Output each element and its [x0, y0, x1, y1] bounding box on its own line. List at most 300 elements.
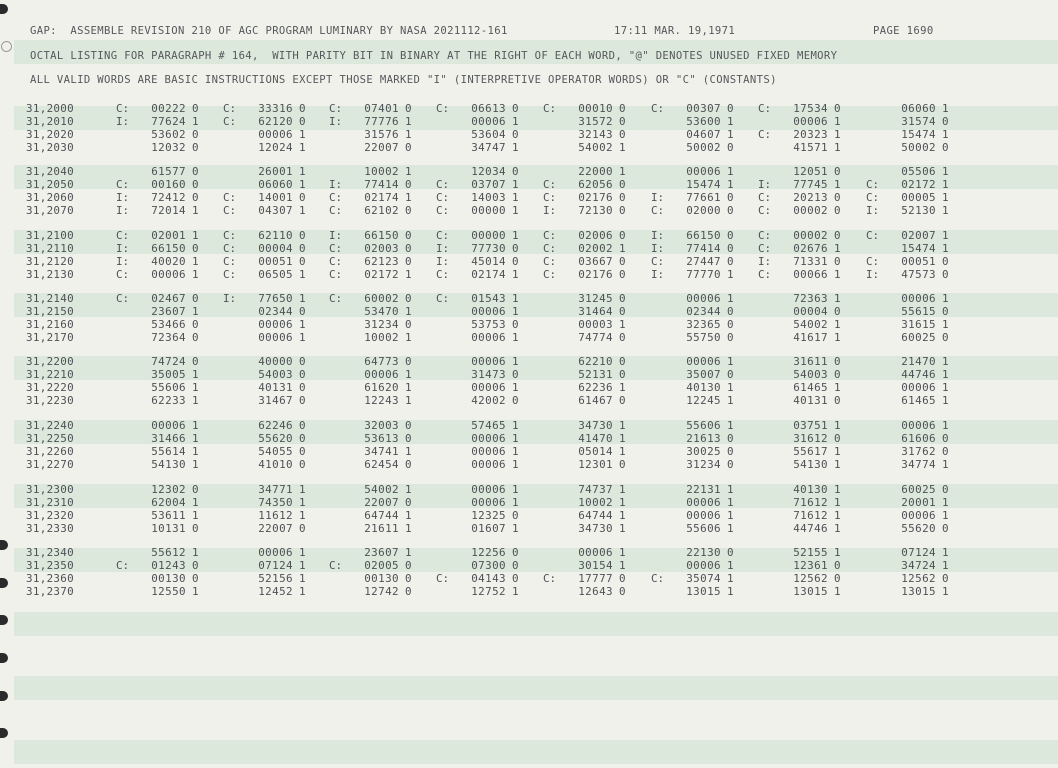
octal-word — [436, 178, 536, 191]
octal-word — [436, 432, 536, 445]
parity-bit: 1 — [512, 355, 519, 368]
octal-word — [651, 458, 751, 471]
octal-word — [329, 483, 429, 496]
octal-word — [866, 292, 966, 305]
memory-address: 31,2310 — [26, 495, 74, 509]
octal-word — [651, 242, 751, 255]
octal-value: 17777 — [578, 571, 613, 585]
octal-word — [116, 128, 216, 141]
octal-word — [866, 394, 966, 407]
octal-value: 72014 — [151, 203, 186, 217]
octal-word — [223, 242, 323, 255]
parity-bit: 1 — [727, 571, 734, 585]
listing-row — [0, 355, 1058, 368]
octal-value: 74737 — [578, 483, 613, 496]
parity-bit: 0 — [299, 419, 306, 432]
word-type-marker: I: — [329, 114, 343, 128]
listing-row — [0, 559, 1058, 572]
octal-value: 00006 — [793, 114, 828, 128]
octal-word — [543, 546, 643, 559]
parity-bit: 0 — [299, 304, 306, 318]
parity-bit: 1 — [942, 317, 949, 331]
octal-word — [758, 432, 858, 445]
parity-bit: 1 — [942, 367, 949, 381]
octal-value: 02172 — [901, 177, 936, 191]
parity-bit: 0 — [834, 558, 841, 572]
parity-bit: 1 — [834, 380, 841, 394]
octal-value: 12243 — [364, 393, 399, 407]
octal-word — [758, 394, 858, 407]
memory-address: 31,2160 — [26, 317, 74, 331]
parity-bit: 0 — [834, 355, 841, 368]
octal-value: 21611 — [364, 521, 399, 535]
octal-value: 31572 — [578, 114, 613, 128]
octal-word — [866, 102, 966, 115]
parity-bit: 0 — [619, 367, 626, 381]
octal-value: 34774 — [901, 457, 936, 471]
parity-bit: 1 — [942, 457, 949, 471]
octal-word — [543, 445, 643, 458]
octal-word — [651, 585, 751, 598]
parity-bit: 0 — [619, 114, 626, 128]
octal-word — [329, 292, 429, 305]
octal-value: 04143 — [471, 571, 506, 585]
octal-value: 00006 — [151, 267, 186, 281]
octal-word — [436, 204, 536, 217]
octal-word — [758, 305, 858, 318]
octal-word — [758, 546, 858, 559]
octal-value: 00004 — [793, 304, 828, 318]
parity-bit: 0 — [299, 380, 306, 394]
octal-word — [758, 368, 858, 381]
memory-address: 31,2110 — [26, 241, 74, 255]
parity-bit: 0 — [405, 177, 412, 191]
parity-bit: 1 — [405, 114, 412, 128]
octal-value: 53613 — [364, 431, 399, 445]
octal-word — [866, 204, 966, 217]
parity-bit: 1 — [299, 571, 306, 585]
octal-word — [223, 559, 323, 572]
octal-word — [436, 355, 536, 368]
octal-word — [866, 128, 966, 141]
octal-value: 61577 — [151, 165, 186, 178]
listing-row — [0, 141, 1058, 154]
octal-value: 00006 — [471, 444, 506, 458]
octal-word — [866, 419, 966, 432]
octal-value: 77776 — [364, 114, 399, 128]
octal-value: 55617 — [793, 444, 828, 458]
octal-value: 50002 — [686, 140, 721, 154]
octal-value: 00006 — [901, 419, 936, 432]
octal-value: 34724 — [901, 558, 936, 572]
octal-value: 26001 — [258, 165, 293, 178]
parity-bit: 0 — [942, 254, 949, 268]
memory-address: 31,2230 — [26, 393, 74, 407]
octal-word — [223, 318, 323, 331]
parity-bit: 0 — [299, 393, 306, 407]
octal-word — [223, 432, 323, 445]
octal-value: 41010 — [258, 457, 293, 471]
parity-bit: 1 — [512, 483, 519, 496]
octal-word — [436, 546, 536, 559]
parity-bit: 1 — [619, 546, 626, 559]
octal-value: 02344 — [258, 304, 293, 318]
octal-word — [116, 305, 216, 318]
octal-value: 02344 — [686, 304, 721, 318]
listing-row — [0, 115, 1058, 128]
octal-value: 02176 — [578, 190, 613, 204]
octal-word — [223, 178, 323, 191]
memory-address: 31,2010 — [26, 114, 74, 128]
octal-value: 12643 — [578, 584, 613, 598]
octal-word — [758, 165, 858, 178]
parity-bit: 0 — [512, 508, 519, 522]
octal-word — [758, 572, 858, 585]
parity-bit: 0 — [942, 140, 949, 154]
octal-value: 53470 — [364, 304, 399, 318]
parity-bit: 0 — [299, 229, 306, 242]
memory-address: 31,2340 — [26, 546, 74, 559]
octal-word — [116, 242, 216, 255]
octal-word — [543, 394, 643, 407]
parity-bit: 1 — [299, 330, 306, 344]
parity-bit: 0 — [405, 495, 412, 509]
octal-word — [329, 496, 429, 509]
parity-bit: 1 — [942, 419, 949, 432]
octal-word — [436, 572, 536, 585]
parity-bit: 1 — [192, 267, 199, 281]
word-type-marker: C: — [436, 190, 450, 204]
octal-word — [758, 141, 858, 154]
octal-word — [223, 204, 323, 217]
octal-word — [543, 242, 643, 255]
octal-word — [329, 318, 429, 331]
word-type-marker: C: — [436, 203, 450, 217]
octal-value: 00006 — [578, 546, 613, 559]
octal-word — [116, 522, 216, 535]
parity-bit: 1 — [512, 431, 519, 445]
parity-bit: 0 — [405, 292, 412, 305]
word-type-marker: C: — [329, 190, 343, 204]
octal-value: 04607 — [686, 127, 721, 141]
octal-value: 44746 — [901, 367, 936, 381]
listing-block — [0, 229, 1058, 281]
listing-row — [0, 292, 1058, 305]
octal-value: 02005 — [364, 558, 399, 572]
parity-bit: 1 — [299, 267, 306, 281]
octal-value: 33316 — [258, 102, 293, 115]
octal-value: 31612 — [793, 431, 828, 445]
word-type-marker: C: — [116, 102, 130, 115]
octal-word — [436, 496, 536, 509]
word-type-marker: C: — [329, 241, 343, 255]
octal-word — [543, 141, 643, 154]
octal-word — [116, 229, 216, 242]
octal-value: 20213 — [793, 190, 828, 204]
word-type-marker: I: — [329, 177, 343, 191]
listing-row — [0, 102, 1058, 115]
octal-value: 12752 — [471, 584, 506, 598]
parity-bit: 1 — [619, 419, 626, 432]
parity-bit: 0 — [619, 393, 626, 407]
word-type-marker: I: — [651, 190, 665, 204]
parity-bit: 1 — [834, 508, 841, 522]
octal-word — [223, 191, 323, 204]
word-type-marker: C: — [329, 292, 343, 305]
parity-bit: 1 — [299, 177, 306, 191]
octal-word — [758, 585, 858, 598]
octal-word — [116, 355, 216, 368]
parity-bit: 0 — [619, 330, 626, 344]
parity-bit: 0 — [405, 431, 412, 445]
parity-bit: 1 — [299, 127, 306, 141]
octal-word — [329, 522, 429, 535]
parity-bit: 0 — [405, 254, 412, 268]
parity-bit: 1 — [619, 558, 626, 572]
listing-row — [0, 268, 1058, 281]
octal-value: 06613 — [471, 102, 506, 115]
listing-row — [0, 204, 1058, 217]
listing-description: OCTAL LISTING FOR PARAGRAPH # 164, WITH PARITY BIT IN BINARY AT THE RIGHT OF EACH WORD, "@" DENOTES UNUSED FIXED MEMORY — [30, 50, 838, 62]
memory-address: 31,2370 — [26, 584, 74, 598]
parity-bit: 1 — [619, 380, 626, 394]
octal-value: 00222 — [151, 102, 186, 115]
memory-address: 31,2320 — [26, 508, 74, 522]
octal-word — [223, 483, 323, 496]
octal-word — [651, 128, 751, 141]
parity-bit: 1 — [942, 292, 949, 305]
parity-bit: 1 — [834, 584, 841, 598]
octal-word — [116, 255, 216, 268]
octal-word — [223, 445, 323, 458]
octal-word — [329, 128, 429, 141]
octal-value: 72363 — [793, 292, 828, 305]
octal-value: 50002 — [901, 140, 936, 154]
octal-value: 60025 — [901, 330, 936, 344]
octal-value: 74724 — [151, 355, 186, 368]
octal-word — [436, 102, 536, 115]
parity-bit: 1 — [942, 508, 949, 522]
octal-value: 77414 — [686, 241, 721, 255]
octal-value: 22131 — [686, 483, 721, 496]
parity-bit: 1 — [192, 508, 199, 522]
parity-bit: 1 — [405, 267, 412, 281]
octal-word — [436, 458, 536, 471]
octal-value: 52155 — [793, 546, 828, 559]
octal-value: 62120 — [258, 114, 293, 128]
word-type-marker: C: — [543, 190, 557, 204]
parity-bit: 1 — [192, 367, 199, 381]
octal-word — [758, 458, 858, 471]
octal-value: 30154 — [578, 558, 613, 572]
octal-value: 44746 — [793, 521, 828, 535]
octal-value: 52156 — [258, 571, 293, 585]
octal-word — [116, 445, 216, 458]
octal-value: 00006 — [471, 431, 506, 445]
octal-word — [866, 483, 966, 496]
listing-row — [0, 381, 1058, 394]
octal-word — [651, 368, 751, 381]
octal-word — [116, 141, 216, 154]
parity-bit: 0 — [192, 317, 199, 331]
parity-bit: 1 — [834, 241, 841, 255]
octal-value: 72364 — [151, 330, 186, 344]
word-type-marker: C: — [329, 102, 343, 115]
parity-bit: 1 — [192, 254, 199, 268]
parity-bit: 1 — [299, 165, 306, 178]
octal-word — [651, 509, 751, 522]
octal-word — [223, 165, 323, 178]
octal-value: 40131 — [793, 393, 828, 407]
octal-value: 53604 — [471, 127, 506, 141]
octal-value: 12245 — [686, 393, 721, 407]
word-type-marker: I: — [116, 114, 130, 128]
octal-word — [116, 432, 216, 445]
octal-value: 00130 — [364, 571, 399, 585]
parity-bit: 1 — [727, 127, 734, 141]
octal-value: 10002 — [364, 330, 399, 344]
listing-row — [0, 509, 1058, 522]
octal-word — [543, 381, 643, 394]
parity-bit: 1 — [192, 393, 199, 407]
parity-bit: 0 — [405, 571, 412, 585]
octal-word — [758, 355, 858, 368]
word-type-marker: C: — [866, 254, 880, 268]
memory-address: 31,2220 — [26, 380, 74, 394]
parity-bit: 1 — [834, 177, 841, 191]
parity-bit: 0 — [512, 393, 519, 407]
octal-word — [758, 102, 858, 115]
parity-bit: 0 — [512, 558, 519, 572]
memory-address: 31,2360 — [26, 571, 74, 585]
octal-value: 55606 — [686, 521, 721, 535]
octal-word — [116, 331, 216, 344]
parity-bit: 0 — [942, 483, 949, 496]
octal-word — [758, 445, 858, 458]
octal-value: 34730 — [578, 521, 613, 535]
octal-value: 31464 — [578, 304, 613, 318]
parity-bit: 0 — [727, 203, 734, 217]
parity-bit: 0 — [834, 165, 841, 178]
parity-bit: 1 — [727, 419, 734, 432]
octal-value: 00006 — [471, 330, 506, 344]
octal-word — [436, 141, 536, 154]
octal-value: 72130 — [578, 203, 613, 217]
octal-value: 00003 — [578, 317, 613, 331]
octal-word — [329, 585, 429, 598]
octal-value: 31611 — [793, 355, 828, 368]
octal-value: 02006 — [578, 229, 613, 242]
octal-value: 07300 — [471, 558, 506, 572]
word-type-marker: C: — [543, 254, 557, 268]
octal-value: 54002 — [364, 483, 399, 496]
octal-word — [223, 509, 323, 522]
parity-bit: 1 — [942, 102, 949, 115]
octal-value: 12562 — [793, 571, 828, 585]
parity-bit: 0 — [299, 241, 306, 255]
octal-value: 13015 — [901, 584, 936, 598]
octal-value: 61606 — [901, 431, 936, 445]
octal-value: 77661 — [686, 190, 721, 204]
octal-word — [116, 572, 216, 585]
parity-bit: 0 — [942, 267, 949, 281]
octal-word — [543, 355, 643, 368]
word-type-marker: I: — [866, 203, 880, 217]
octal-value: 74774 — [578, 330, 613, 344]
octal-value: 34730 — [578, 419, 613, 432]
octal-value: 62110 — [258, 229, 293, 242]
parity-bit: 1 — [405, 367, 412, 381]
octal-word — [543, 255, 643, 268]
octal-word — [223, 546, 323, 559]
octal-word — [543, 432, 643, 445]
parity-bit: 0 — [299, 444, 306, 458]
parity-bit: 0 — [727, 140, 734, 154]
word-type-marker: C: — [866, 229, 880, 242]
memory-address: 31,2030 — [26, 140, 74, 154]
parity-bit: 1 — [619, 495, 626, 509]
octal-value: 41470 — [578, 431, 613, 445]
octal-word — [543, 559, 643, 572]
octal-word — [651, 445, 751, 458]
listing-row — [0, 165, 1058, 178]
octal-value: 62102 — [364, 203, 399, 217]
parity-bit: 0 — [619, 304, 626, 318]
octal-value: 52130 — [901, 203, 936, 217]
octal-value: 22130 — [686, 546, 721, 559]
parity-bit: 1 — [512, 444, 519, 458]
octal-value: 40130 — [686, 380, 721, 394]
octal-value: 35074 — [686, 571, 721, 585]
octal-word — [651, 292, 751, 305]
octal-word — [543, 204, 643, 217]
octal-value: 60025 — [901, 483, 936, 496]
octal-word — [866, 115, 966, 128]
parity-bit: 0 — [619, 457, 626, 471]
octal-word — [866, 178, 966, 191]
octal-word — [116, 318, 216, 331]
octal-word — [866, 368, 966, 381]
word-type-marker: C: — [758, 229, 772, 242]
parity-bit: 1 — [942, 190, 949, 204]
octal-value: 52131 — [578, 367, 613, 381]
parity-bit: 1 — [299, 584, 306, 598]
octal-value: 55606 — [686, 419, 721, 432]
parity-bit: 0 — [834, 571, 841, 585]
octal-value: 00006 — [686, 292, 721, 305]
parity-bit: 1 — [192, 444, 199, 458]
octal-value: 02001 — [151, 229, 186, 242]
parity-bit: 0 — [405, 584, 412, 598]
octal-word — [329, 229, 429, 242]
octal-value: 20323 — [793, 127, 828, 141]
octal-word — [436, 255, 536, 268]
octal-word — [223, 305, 323, 318]
listing-row — [0, 445, 1058, 458]
word-type-marker: C: — [223, 203, 237, 217]
octal-value: 22007 — [364, 495, 399, 509]
parity-bit: 1 — [619, 140, 626, 154]
octal-word — [651, 559, 751, 572]
octal-value: 71612 — [793, 495, 828, 509]
octal-word — [223, 292, 323, 305]
octal-word — [651, 318, 751, 331]
octal-value: 02174 — [471, 267, 506, 281]
listing-row — [0, 318, 1058, 331]
octal-value: 41617 — [793, 330, 828, 344]
word-type-marker: I: — [116, 254, 130, 268]
octal-word — [329, 242, 429, 255]
